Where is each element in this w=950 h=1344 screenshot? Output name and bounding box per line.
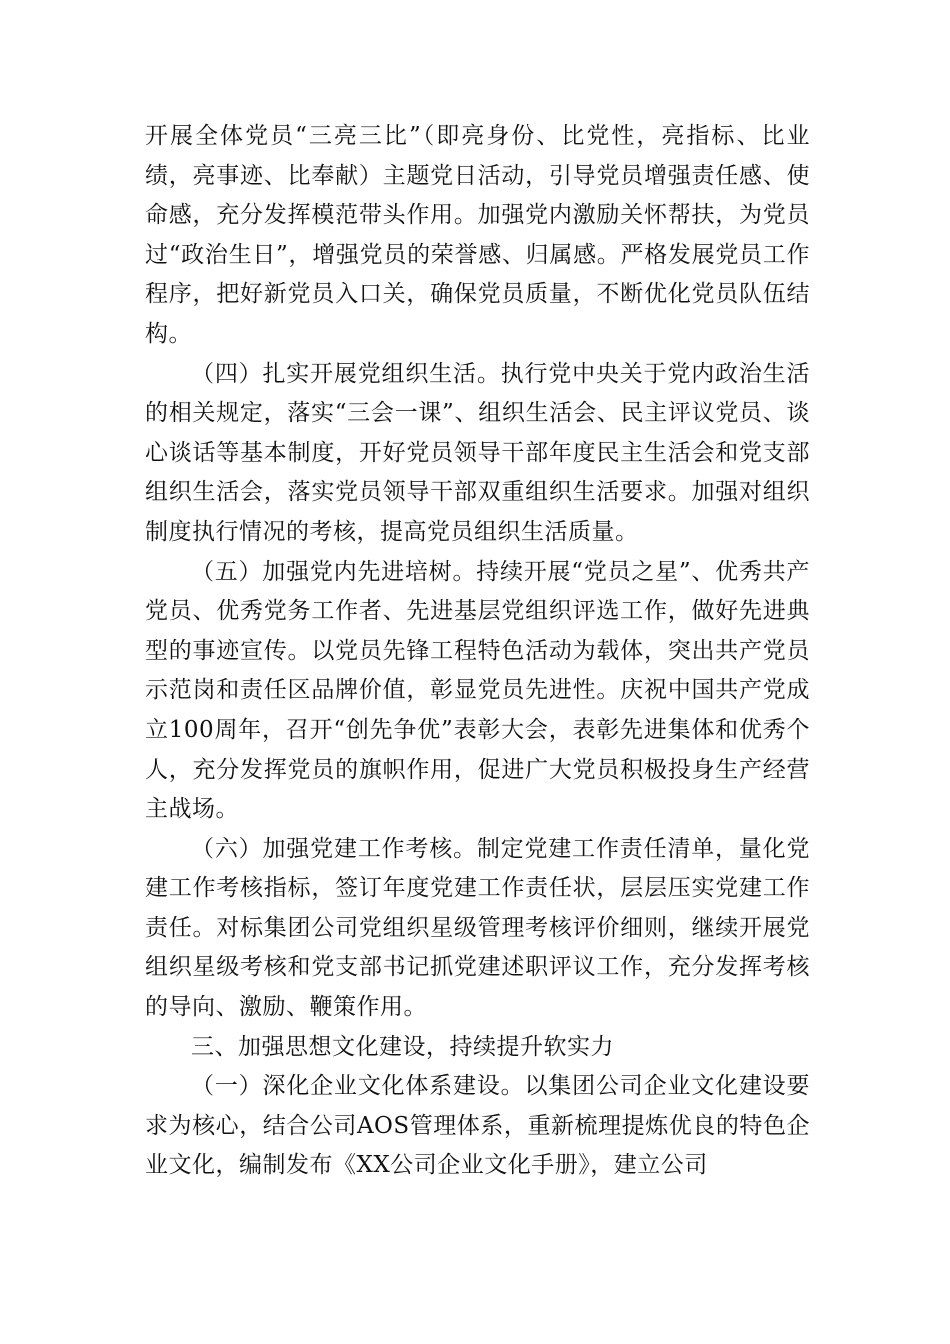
paragraph-section-4-organization-life: （四）扎实开展党组织生活。执行党中央关于党内政治生活的相关规定，落实“三会一课”、组织生活会、民主评议党员、谈心谈话等基本制度，开好党员领导干部年度民主生活会和党支部组织生活会，落实党员领导干部双重组织生活要求。加强对组织制度执行情况的考核，提高党员组织生活质量。 — [145, 360, 810, 545]
paragraph-section-5-advanced-models: （五）加强党内先进培树。持续开展“党员之星”、优秀共产党员、优秀党务工作者、先进基层党组织评选工作，做好先进典型的事迹宣传。以党员先锋工程特色活动为载体，突出共产党员示范岗和责任区品牌价值，彰显党员先进性。庆祝中国共产党成立100周年，召开“创先争优”表彰大会，表彰先进集体和优秀个人，充分发挥党员的旗帜作用，促进广大党员积极投身生产经营主战场。 — [145, 558, 810, 823]
paragraph-party-member-activities: 开展全体党员“三亮三比”（即亮身份、比党性，亮指标、比业绩，亮事迹、比奉献）主题党日活动，引导党员增强责任感、使命感，充分发挥模范带头作用。加强党内激励关怀帮扶，为党员过“政治生日”，增强党员的荣誉感、归属感。严格发展党员工作程序，把好新党员入口关，确保党员质量，不断优化党员队伍结构。 — [145, 123, 810, 347]
document-page — [145, 117, 810, 1186]
paragraph-section-6-assessment: （六）加强党建工作考核。制定党建工作责任清单，量化党建工作考核指标，签订年度党建工作责任状，层层压实党建工作责任。对标集团公司党组织星级管理考核评价细则，继续开展党组织星级考核和党支部书记抓党建述职评议工作，充分发挥考核的导向、激励、鞭策作用。 — [145, 835, 810, 1021]
paragraph-culture-system: （一）深化企业文化体系建设。以集团公司企业文化建设要求为核心，结合公司AOS管理体系，重新梳理提炼优良的特色企业文化，编制发布《XX公司企业文化手册》，建立公司 — [145, 1073, 810, 1179]
heading-section-3-culture: 三、加强思想文化建设，持续提升软实力 — [191, 1033, 614, 1060]
